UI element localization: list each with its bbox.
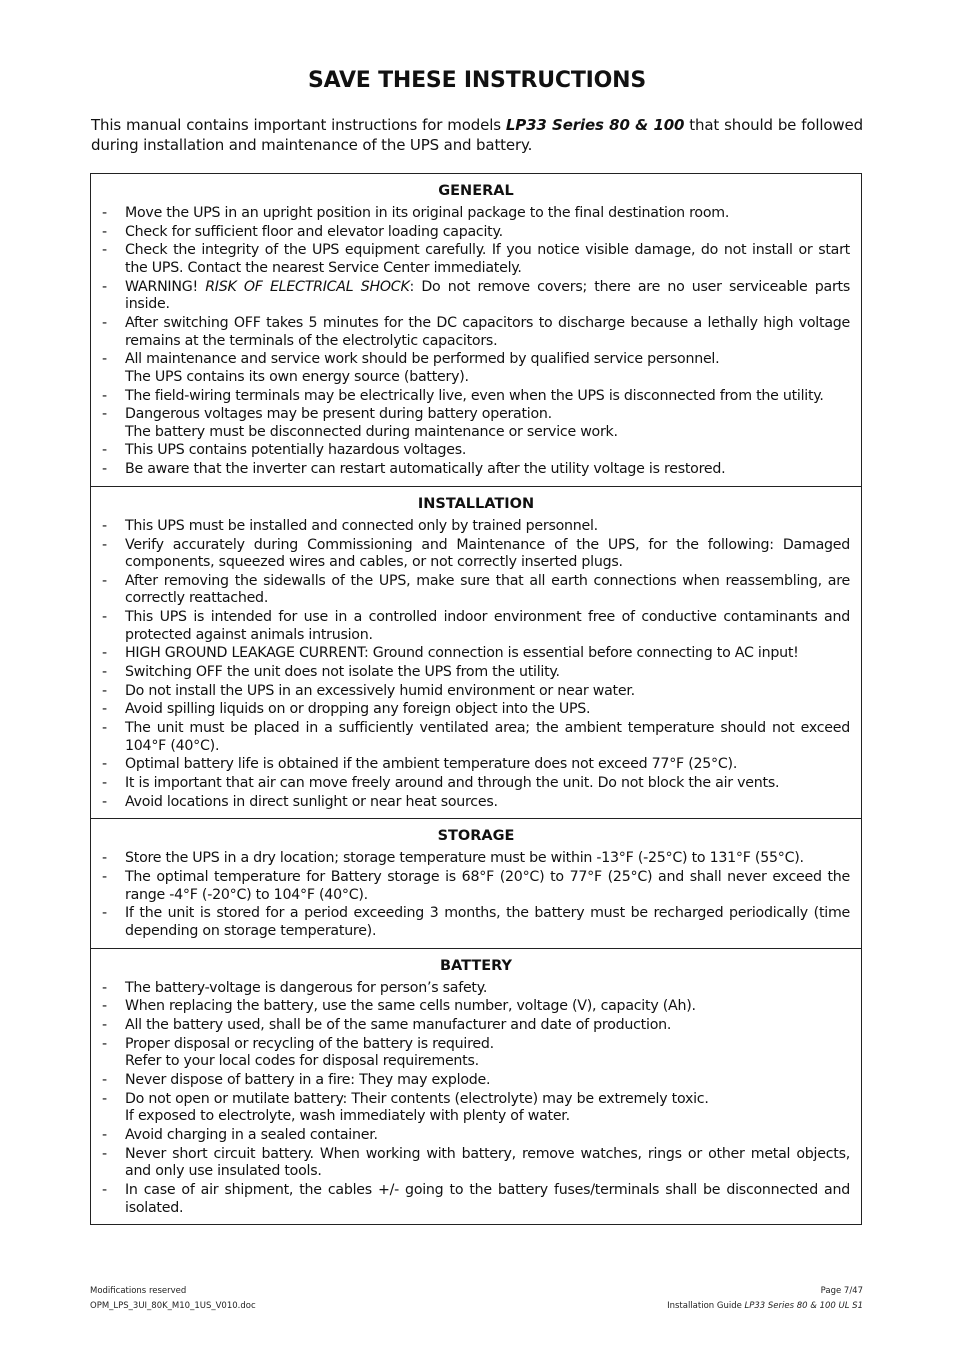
list-item — [102, 1146, 850, 1181]
instructions-table — [90, 173, 862, 1225]
list-item-subtext: The battery must be disconnected during maintenance or service work. — [125, 423, 618, 440]
list-item — [102, 998, 850, 1016]
list-item — [102, 869, 850, 904]
page-title: SAVE THESE INSTRUCTIONS — [307, 68, 647, 93]
list-item-text: It is important that air can move freely around and through the unit. Do not block the air vents. — [125, 775, 780, 792]
list-item-text: The battery-voltage is dangerous for person’s safety. — [125, 979, 488, 996]
list-item — [102, 756, 850, 774]
list-item-text: This UPS must be installed and connected only by trained personnel. — [125, 517, 598, 534]
list-item — [102, 315, 850, 350]
list-item-text: When replacing the battery, use the same cells number, voltage (V), capacity (Ah). — [125, 998, 696, 1015]
section-heading: BATTERY — [439, 957, 513, 974]
list-item — [102, 573, 850, 608]
list-item — [102, 537, 850, 572]
list-item-text: All maintenance and service work should be performed by qualified service personnel. — [125, 351, 720, 368]
footer-left — [90, 1285, 256, 1315]
list-item — [102, 701, 850, 719]
general-list — [102, 205, 850, 479]
list-item-text: Do not open or mutilate battery: Their contents (electrolyte) may be extremely toxic. — [125, 1090, 709, 1107]
footer-guide-prefix: Installation Guide — [667, 1301, 745, 1311]
list-item-text: Optimal battery life is obtained if the ambient temperature does not exceed 77°F (25°C). — [125, 756, 738, 773]
list-item — [102, 461, 850, 479]
intro-text-after: that should be followed during installation and maintenance of the UPS and battery. — [91, 116, 863, 154]
list-item — [102, 1091, 850, 1126]
list-item-text: This UPS is intended for use in a controlled indoor environment free of conductive contaminants and protected against animals intrusion. — [125, 609, 850, 643]
list-item-text: Verify accurately during Commissioning and Maintenance of the UPS, for the following: Damaged components, squeezed wires and cables, or not correctly inserted plugs. — [125, 536, 850, 571]
list-item-text: Be aware that the inverter can restart automatically after the utility voltage is restored. — [125, 461, 726, 478]
list-item — [102, 1127, 850, 1145]
list-item-text: Proper disposal or recycling of the battery is required. — [125, 1035, 494, 1052]
list-item-text: The unit must be placed in a sufficiently ventilated area; the ambient temperature should not exceed 104°F (40°C). — [125, 720, 850, 754]
list-item-text: Check the integrity of the UPS equipment carefully. If you notice visible damage, do not install or start the UPS. Contact the nearest Service Center immediately. — [125, 242, 850, 276]
list-item — [102, 980, 850, 998]
list-item-text: After switching OFF takes 5 minutes for the DC capacitors to discharge because a lethally high voltage remains at the terminals of the electrolytic capacitors. — [125, 314, 850, 349]
list-item — [102, 518, 850, 536]
list-item-text: Switching OFF the unit does not isolate the UPS from the utility. — [125, 664, 560, 681]
list-item-text: The field-wiring terminals may be electrically live, even when the UPS is disconnected from the utility. — [125, 387, 824, 404]
list-item — [102, 850, 850, 868]
footer-doc-id: OPM_LPS_3UI_80K_M10_1US_V010.doc — [90, 1301, 256, 1311]
list-item-text: Avoid spilling liquids on or dropping any foreign object into the UPS. — [125, 701, 591, 718]
list-item — [102, 242, 850, 277]
list-item — [102, 645, 850, 663]
footer-guide-model: LP33 Series 80 & 100 UL S1 — [744, 1301, 863, 1311]
section-heading: INSTALLATION — [417, 495, 535, 512]
list-item-text: Avoid locations in direct sunlight or near heat sources. — [125, 793, 498, 810]
list-item-text: All the battery used, shall be of the same manufacturer and date of production. — [125, 1017, 672, 1034]
list-item — [102, 794, 850, 812]
storage-list — [102, 850, 850, 940]
list-item — [102, 664, 850, 682]
section-heading: GENERAL — [438, 183, 514, 199]
list-item-text: HIGH GROUND LEAKAGE CURRENT: Ground connection is essential before connecting to AC input! — [125, 645, 799, 662]
list-item — [102, 1182, 850, 1217]
list-item-text: After removing the sidewalls of the UPS, make sure that all earth connections when reassembling, are correctly reattached. — [125, 572, 850, 607]
list-item-subtext: The UPS contains its own energy source (battery). — [125, 368, 469, 385]
list-item — [102, 905, 850, 940]
section-heading: STORAGE — [437, 828, 515, 845]
list-item — [102, 406, 850, 441]
list-item — [102, 683, 850, 701]
list-item — [102, 279, 850, 314]
list-item-text: In case of air shipment, the cables +/- going to the battery fuses/terminals shall be disconnected and isolated. — [125, 1182, 850, 1216]
section-storage — [91, 818, 861, 947]
list-item-text: Never short circuit battery. When working with battery, remove watches, rings or other metal objects, and only use insulated tools. — [125, 1145, 850, 1180]
list-item-text: If the unit is stored for a period exceeding 3 months, the battery must be recharged periodically (time depending on storage temperature). — [125, 905, 850, 940]
footer-page-number: Page 7/47 — [820, 1286, 863, 1296]
list-item — [102, 1072, 850, 1090]
list-item-text: Never dispose of battery in a fire: They may explode. — [125, 1072, 491, 1089]
list-item-text: WARNING! RISK OF ELECTRICAL SHOCK: Do not remove covers; there are no user serviceable parts inside. — [125, 278, 850, 313]
list-item-text: Dangerous voltages may be present during battery operation. — [125, 406, 552, 423]
footer-right — [667, 1285, 863, 1315]
intro-model-name: LP33 Series 80 & 100 — [505, 116, 685, 134]
battery-list — [102, 980, 850, 1217]
footer-guide-title — [667, 1300, 863, 1312]
list-item — [102, 388, 850, 406]
list-item — [102, 351, 850, 386]
installation-list — [102, 518, 850, 812]
section-battery — [91, 948, 861, 1225]
list-item-text: This UPS contains potentially hazardous voltages. — [125, 442, 467, 459]
footer-modifications: Modifications reserved — [90, 1286, 187, 1296]
list-item — [102, 1017, 850, 1035]
intro-text-before: This manual contains important instructions for models — [91, 116, 506, 134]
list-item-text: Do not install the UPS in an excessively humid environment or near water. — [125, 682, 635, 699]
section-installation — [91, 486, 861, 819]
list-item — [102, 1036, 850, 1071]
section-general — [91, 174, 861, 486]
intro-paragraph — [91, 115, 863, 155]
list-item-text: Check for sufficient floor and elevator loading capacity. — [125, 223, 503, 240]
list-item-subtext: If exposed to electrolyte, wash immediately with plenty of water. — [125, 1108, 570, 1125]
list-item — [102, 609, 850, 644]
list-item — [102, 720, 850, 755]
list-item-text: Store the UPS in a dry location; storage temperature must be within -13°F (-25°C) to 131°F (55°C). — [125, 850, 804, 867]
list-item — [102, 775, 850, 793]
list-item — [102, 205, 850, 223]
list-item — [102, 442, 850, 460]
list-item-text: The optimal temperature for Battery storage is 68°F (20°C) to 77°F (25°C) and shall never exceed the range -4°F (-20°C) to 104°F (40°C). — [125, 869, 850, 903]
list-item-text: Avoid charging in a sealed container. — [125, 1127, 378, 1144]
list-item-text: Move the UPS in an upright position in its original package to the final destination room. — [125, 205, 730, 221]
list-item-subtext: Refer to your local codes for disposal requirements. — [125, 1053, 479, 1070]
list-item — [102, 224, 850, 242]
